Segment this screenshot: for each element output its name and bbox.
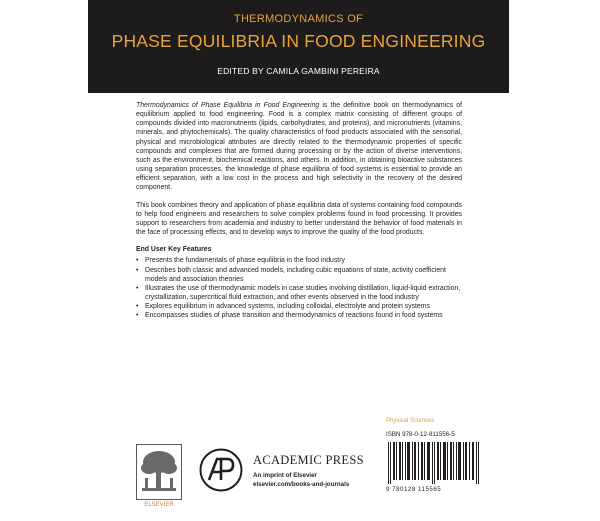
description-paragraph-1 xyxy=(136,101,462,193)
series-title: THERMODYNAMICS OF xyxy=(233,13,364,25)
publisher-url: elsevier.com/books-and-journals xyxy=(253,481,350,488)
imprint-line: An imprint of Elsevier xyxy=(253,472,317,479)
editor-line: EDITED BY CAMILA GAMBINI PEREIRA xyxy=(217,66,380,76)
elsevier-wordmark: ELSEVIER xyxy=(144,502,174,508)
feature-item: • Presents the fundamentals of phase equilibria in the food industry xyxy=(136,256,462,265)
paragraph-1-text: is the definitive book on thermodynamics of equilibrium applied to food engineering. Food is a complex matrix consisting of different groups of compounds divided into macronutrients (lipids, carbohydrates, and proteins), and micronutrients (vitamins, minerals, and phytochemicals). The quality characteristics of food products associated with the sensorial, physical and microbiological attributes are directly related to the thermodynamic properties of specific compounds and complexes that are formed during processing or by the action of diverse interventions, such as the environment, biochemical reactions, and others. In addition, in obtaining bioactive substances using separation processes, the knowledge of phase equilibria of food systems is essential to provide an efficient separation, with a low cost in the process and high selectivity in the recovery of the desired component. xyxy=(136,102,462,192)
book-back-cover xyxy=(88,0,509,521)
features-list xyxy=(136,256,462,320)
description-body xyxy=(136,101,462,320)
feature-item: • Encompasses studies of phase transition and thermodynamics of reactions found in food systems xyxy=(136,311,462,320)
isbn-label: ISBN 978-0-12-811556-5 xyxy=(386,431,455,438)
cover-header xyxy=(88,0,509,93)
features-heading: End User Key Features xyxy=(136,246,212,254)
feature-item: • Describes both classic and advanced models, including cubic equations of state, activity coefficient models and association theories xyxy=(136,266,462,284)
book-title: PHASE EQUILIBRIA IN FOOD ENGINEERING xyxy=(111,31,486,51)
subject-category: Physical Sciences xyxy=(386,418,435,424)
publisher-name: ACADEMIC PRESS xyxy=(253,453,364,467)
description-paragraph-2: This book combines theory and application of phase equilibria data of systems containing food compounds to help food engineers and researchers to solve complex problems found in food processing. It provides support to researchers from academia and industry to better understand the behavior of food materials in the face of processing effects, and to develop ways to improve the quality of the food products. xyxy=(136,201,462,237)
barcode-number: 9 780128 115565 xyxy=(386,486,442,493)
feature-item: • Explores equilibrium in advanced systems, including colloidal, electrolyte and protein systems xyxy=(136,302,462,311)
academic-press-logo-icon xyxy=(199,448,243,492)
barcode-icon xyxy=(386,442,482,484)
feature-item: • Illustrates the use of thermodynamic models in case studies involving distillation, liquid-liquid extraction, crystallization, supercritical fluid extraction, and other events observed in the food industry xyxy=(136,284,462,302)
book-title-italic: Thermodynamics of Phase Equilibria in Food Engineering xyxy=(136,102,320,109)
elsevier-tree-logo-icon xyxy=(136,444,182,500)
